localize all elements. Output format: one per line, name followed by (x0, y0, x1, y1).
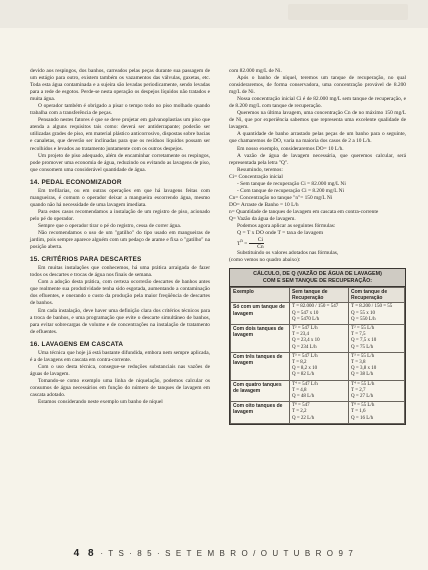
calc-line: T⁴ = 55 L/h (351, 381, 375, 387)
definition-line: Q= Vazão da água de lavagem. (229, 215, 296, 222)
definition-line: - Sem tanque de recuperação Ci = 82.000 mg/L Ni (237, 180, 346, 187)
paragraph: Em trefilarias, ou em outras operações em que há lavagens feitas com mangueiras, é comum o operador deixar a mangueira escorrendo água, mesmo quando não há necessidade de uma lavagem imediata. (30, 187, 210, 208)
calc-line: T = 23,4 (292, 332, 310, 338)
header-sem-tanque: Sem tanque de Recuperação (290, 288, 349, 303)
calc-line: T³ = 55 L/h (351, 353, 375, 359)
paragraph: Queremos na última lavagem, uma concentração Cn de no máximo 150 mg/L de Ni, que por experiência sabemos que representa uma excelente qualidade de lavagem. (229, 110, 406, 131)
paragraph: Em cada instalação, deve haver uma definição clara dos critérios técnicos para a troca de banhos, e uma programação que evite o descarte simultâneo de banhos, para evitar sobrecargas de volume e de concentrações na instalação de tratamento de efluentes. (30, 307, 210, 335)
calc-line: T⁴ = 547 L/h (292, 381, 318, 387)
calc-line: T = 3,8 (351, 360, 366, 366)
paragraph: (como vemos no quadro abaixo): (229, 257, 301, 264)
calc-line: Q = 38 L/h (351, 372, 374, 378)
formula-t-eq: = (244, 240, 248, 247)
paragraph: Podemos agora aplicar as seguintes fórmulas: (237, 223, 336, 230)
calc-line: T⁸ = 547 (292, 403, 310, 409)
table-title-line-1: CÁLCULO, DE Q (VAZÃO DE ÁGUA DE LAVAGEM) (253, 271, 382, 278)
example-cell: Com dois tanques de lavagem (231, 325, 290, 353)
paragraph: Com o uso desta técnica, consegue-se reduções substanciais nas vazões de águas de lavagem. (30, 363, 210, 377)
formula-t-lhs: T (237, 240, 241, 247)
calc-line: T³ = 547 L/h (292, 353, 318, 359)
calc-line: Q = 234 L/h (292, 344, 317, 350)
paragraph: Uma técnica que hoje já está bastante difundida, embora nem sempre aplicada, é a de lavagens em cascata em contra-corrente. (30, 349, 210, 363)
header-exemplo: Exemplo (231, 288, 290, 303)
paragraph: Estamos considerando neste exemplo um banho de níquel (38, 399, 163, 406)
calc-line: T² = 55 L/h (351, 326, 375, 332)
paragraph: Nossa concentração inicial Ci é de 82.000 mg/L sem tanque de recuperação, e de 8.200 mg/L com tanque de recuperação. (229, 96, 406, 110)
section-heading-15: 15. CRITÉRIOS PARA DESCARTES (30, 256, 142, 264)
paragraph: Substituindo os valores adotados nas fórmulas, (237, 250, 339, 257)
table-row (231, 402, 405, 424)
example-cell: Com oito tanques de lavagem (231, 402, 290, 424)
com-tanque-cell (349, 380, 405, 402)
table-body (231, 303, 405, 423)
table-header-row (231, 288, 405, 303)
paragraph: Com a adoção desta prática, com certeza ocorrerão descartes de banhos antes que realmente sua produtividade tenha sido esgotada, aumentando a contaminação dos efluentes, e onerando o custo da produção pela maior freqüência de descartes de banhos. (30, 279, 210, 307)
paragraph: Para estes casos recomendamos a instalação de um registro de piso, acionado pelo pé do operador. (30, 208, 210, 222)
paragraph: Em nosso exemplo, consideraremos DO= 10 L/h. (237, 145, 344, 152)
table-row (231, 325, 405, 353)
example-cell: Com quatro tanques de lavagem (231, 380, 290, 402)
right-column (229, 68, 406, 425)
calculation-table-box (229, 268, 406, 425)
calc-line: T = 8.200 / 150 = 55 (351, 304, 393, 310)
calc-line: T = 4,8 (292, 387, 307, 393)
com-tanque-cell (349, 352, 405, 380)
calc-line: T = 1,6 (351, 409, 366, 415)
table-row (231, 303, 405, 325)
section-heading-16: 16. LAVAGENS EM CASCATA (30, 340, 124, 348)
calc-line: T = 7,5 (351, 332, 366, 338)
page-footer (0, 548, 428, 559)
calc-line: Q = 27 L/h (351, 394, 374, 400)
calc-line: Q = 547 x 10 (292, 310, 319, 316)
calc-line: Q = 3,8 x 10 (351, 366, 377, 372)
example-cell: Só com um tanque de lavagem (231, 303, 290, 325)
calc-line: T⁸ = 55 L/h (351, 403, 375, 409)
paragraph: Pensando nestes fatores é que se deve projetar em galvanoplastias um piso que atenda a alguns requisitos tais como: deverá ser antiderrapante; poderão ser utilizadas grades de piso, em material plástico anticorrosivo, dispostas sobre bacias e canaletas, que deverão ser inclinadas para que os resíduos líquidos possam ser recolhidos e levados ao tratamento juntamente com os outros despejos. (30, 117, 210, 152)
bleed-through-shadow (288, 4, 408, 20)
calc-line: Q = 16 L/h (351, 415, 374, 421)
calc-line: T = 2,7 (351, 387, 366, 393)
paragraph: Um projeto de piso adequado, além de encaminhar corretamente os respingos, pode promover uma economia de água, reduzindo ou evitando as lavagens de piso, que consomem uma considerável quantidade de água. (30, 152, 210, 173)
section-heading-14: 14. PEDAL ECONOMIZADOR (30, 178, 122, 186)
calc-line: Q = 550 L/h (351, 316, 376, 322)
sem-tanque-cell (290, 402, 349, 424)
definition-line: DO= Arraste de Banho = 10 L/h (229, 201, 299, 208)
top-scan-strip (0, 0, 428, 28)
formula-q: Q = T x DO onde T = taxa de lavagem (237, 230, 324, 237)
calc-line: Q = 48 L/h (292, 394, 315, 400)
paragraph: O operador também é obrigado a pisar o tempo todo no piso molhado quando trabalha com a transferência de peças. (30, 103, 210, 117)
definition-line: Ci= Concentração inicial (229, 173, 283, 180)
paragraph: devido aos respingos, dos banhos, carreados pelas peças durante sua passagem de um estágio para outro, existem também os vazamentos das válvulas, gaxetas, etc. Toda esta água contaminada e a sujeira são levadas periodicamente, sendo levadas para a rede de esgotos. Perde-se nesta operação os despejos líquidos não tratados e muita água. (30, 68, 210, 103)
calc-line: Q = 82 L/h (292, 372, 315, 378)
header-com-tanque: Com tanque de Recuperação (349, 288, 405, 303)
paragraph: Em muitas instalações que conhecemos, há uma prática arraigada de fazer todos os descartes e trocas de água nos finais de semana. (30, 265, 210, 279)
formula-t-numerator: Ci (249, 237, 264, 244)
definition-line: - Com tanque de recuperação Ci = 8.200 mg/L Ni (237, 187, 345, 194)
com-tanque-cell (349, 402, 405, 424)
calc-line: Q = 7,5 x 10 (351, 338, 377, 344)
page-number: 4 8 (73, 548, 97, 559)
sem-tanque-cell (290, 325, 349, 353)
calc-line: T = 82.000 / 150 = 547 (292, 304, 339, 310)
calc-line: Q = 75 L/h (351, 344, 374, 350)
com-tanque-cell (349, 303, 405, 325)
paragraph: A vazão de água de lavagem necessária, que queremos calcular, será representada pela letra "Q". (229, 152, 406, 166)
table-row (231, 352, 405, 380)
footer-issue-text: · T S · 8 5 · S E T E M B R O / O U T U B R O 9 7 (100, 549, 355, 558)
calculation-table (230, 287, 405, 424)
definition-line: Cn= Concentração no tanque "n"= 150 mg/L Ni (229, 194, 333, 201)
calc-line: Q = 55 x 10 (351, 310, 375, 316)
table-row (231, 380, 405, 402)
paragraph: Não recomendamos o uso de um "gatilho" do tipo usado em mangueiras de jardim, pois sempre aparece alguém com um pedaço de arame e fixa o "gatilho" na posição aberta. (30, 230, 210, 251)
calc-line: T = 8,2 (292, 360, 307, 366)
formula-t-exponent: n (240, 239, 243, 245)
paragraph: com 82.000 mg/L de Ni. (229, 68, 282, 74)
formula-t-denominator: Cn (257, 244, 264, 251)
table-title (230, 269, 405, 287)
calc-line: Q = 23,4 x 10 (292, 338, 320, 344)
calc-line: Q = 5470 L/h (292, 316, 320, 322)
formula-t-fraction (249, 237, 264, 250)
definition-line: n= Quantidade de tanques de lavagem em cascata em contra-corrente (229, 208, 379, 215)
calc-line: Q = 22 L/h (292, 415, 315, 421)
calc-line: Q = 8,2 x 10 (292, 366, 318, 372)
paragraph: Sempre que o operador tirar o pé do registro, cessa de correr água. (38, 222, 182, 229)
paragraph: Resumindo, teremos: (237, 166, 283, 173)
paragraph: A quantidade de banho arrastado pelas peças de um banho para o seguinte, que chamaremos de DO, varia na maioria dos casos de 2 a 10 L/h. (229, 131, 406, 145)
sem-tanque-cell (290, 303, 349, 325)
sem-tanque-cell (290, 352, 349, 380)
calc-line: T = 2,2 (292, 409, 307, 415)
sem-tanque-cell (290, 380, 349, 402)
left-column (30, 68, 210, 406)
calc-line: T² = 547 L/h (292, 326, 318, 332)
paragraph: Tomando-se como exemplo uma linha de niquelação, podemos calcular os consumos de água necessários em função do número de tanques de lavagem em cascata adotado. (30, 377, 210, 399)
example-cell: Com três tanques de lavagem (231, 352, 290, 380)
formula-t (229, 237, 406, 250)
table-title-line-2: COM E SEM TANQUE DE RECUPERAÇÃO: (262, 277, 373, 284)
paragraph: Após o banho de níquel, teremos um tanque de recuperação, no qual consideraremos, de forma conservadora, uma concentração provável de 8.200 mg/L de Ni. (229, 75, 406, 96)
com-tanque-cell (349, 325, 405, 353)
